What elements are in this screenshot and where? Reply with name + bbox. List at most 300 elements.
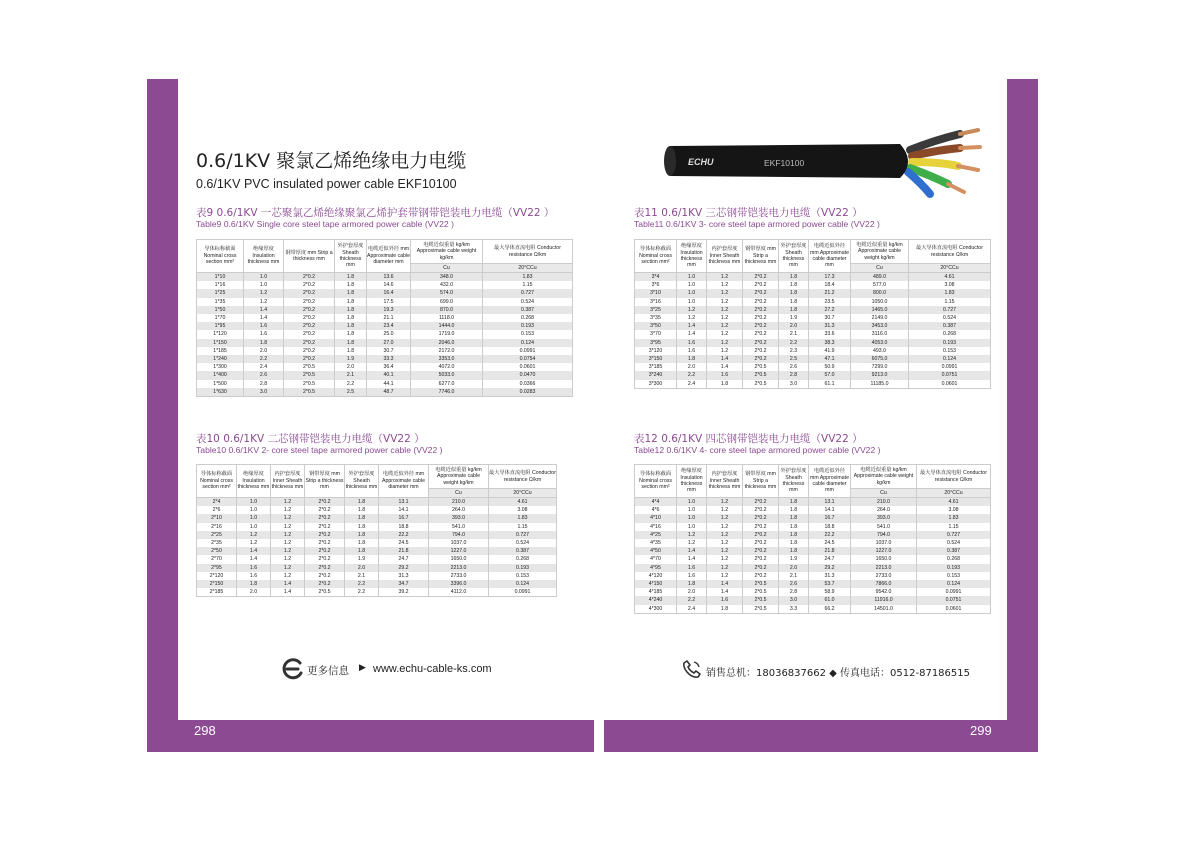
table11-cell: 1.2 <box>707 298 743 306</box>
table10-row <box>197 539 557 547</box>
table9-cell: 44.1 <box>367 380 411 388</box>
table10-row <box>197 547 557 555</box>
table10-cell: 1.2 <box>237 531 271 539</box>
table10-cell: 24.7 <box>379 555 429 563</box>
table9-cell: 1444.0 <box>411 322 483 330</box>
table12-header-0: 导体标称截面 Nominal cross section mm² <box>635 465 677 498</box>
table11-subheader-cu: Cu <box>851 264 909 273</box>
table9-header-0: 导体标称截面 Nominal cross section mm² <box>197 240 244 273</box>
table10-cell: 2*150 <box>197 580 237 588</box>
table11-cell: 2.5 <box>779 355 809 363</box>
table12-cell: 2*0.2 <box>743 498 779 507</box>
table12-cell: 1.0 <box>677 514 707 522</box>
table9-cell: 14.6 <box>367 281 411 289</box>
table11-cell: 3*240 <box>635 371 677 379</box>
table9-cell: 0.0991 <box>483 347 573 355</box>
table11-cell: 3*6 <box>635 281 677 289</box>
table11 <box>634 239 991 389</box>
table12-cell: 58.9 <box>809 588 851 596</box>
table11-cell: 1.83 <box>909 289 991 297</box>
table11-cell: 4053.0 <box>851 339 909 347</box>
table11-row <box>635 363 991 371</box>
table11-cell: 27.2 <box>809 306 851 314</box>
table11-cell: 0.193 <box>909 339 991 347</box>
table12-cell: 1227.0 <box>851 547 917 555</box>
table12-cell: 1.8 <box>779 506 809 514</box>
table9-cell: 1.8 <box>335 306 367 314</box>
table11-cell: 18.4 <box>809 281 851 289</box>
table11-row <box>635 314 991 322</box>
table12-cell: 4*4 <box>635 498 677 507</box>
table10-cell: 31.3 <box>379 572 429 580</box>
table11-cell: 3*50 <box>635 322 677 330</box>
table10-cell: 1.4 <box>271 580 305 588</box>
table10-row <box>197 523 557 531</box>
table9-cell: 2*0.5 <box>284 380 335 388</box>
table10-cell: 2*35 <box>197 539 237 547</box>
table9-cell: 17.5 <box>367 298 411 306</box>
table12-cell: 3.3 <box>779 605 809 614</box>
table9-cell: 2*0.2 <box>284 330 335 338</box>
table10-cell: 3.08 <box>489 506 557 514</box>
table12-cell: 1.8 <box>677 580 707 588</box>
table11-cell: 7299.0 <box>851 363 909 371</box>
table10-row <box>197 506 557 514</box>
more-info-label: 更多信息 <box>307 665 349 677</box>
table9-cell: 574.0 <box>411 289 483 297</box>
table11-cell: 2.2 <box>677 371 707 379</box>
table11-row <box>635 330 991 338</box>
table10-cell: 794.0 <box>429 531 489 539</box>
table9-cell: 30.7 <box>367 347 411 355</box>
table10-cell: 2*0.2 <box>305 572 345 580</box>
table11-cell: 1.2 <box>707 306 743 314</box>
table11-cell: 3*25 <box>635 306 677 314</box>
table12-cell: 0.387 <box>917 547 991 555</box>
table9-cell: 1.2 <box>244 289 284 297</box>
table9-cell: 0.0283 <box>483 388 573 397</box>
table9-cell: 2.0 <box>244 347 284 355</box>
table12-cell: 14501.0 <box>851 605 917 614</box>
table10-cell: 210.0 <box>429 498 489 507</box>
table9-row <box>197 322 573 330</box>
table12-cell: 2*0.2 <box>743 547 779 555</box>
table10-cell: 2*95 <box>197 564 237 572</box>
table9-cell: 870.0 <box>411 306 483 314</box>
table11-row <box>635 289 991 297</box>
table12-cell: 24.5 <box>809 539 851 547</box>
table12-cell: 2*0.2 <box>743 564 779 572</box>
table11-cell: 3*35 <box>635 314 677 322</box>
table9-row <box>197 273 573 282</box>
table11-cell: 1.4 <box>707 355 743 363</box>
table10-cell: 2*6 <box>197 506 237 514</box>
table9-cell: 2*0.2 <box>284 306 335 314</box>
table12-cell: 1.0 <box>677 523 707 531</box>
table9-cell: 1*500 <box>197 380 244 388</box>
table12-cell: 1.6 <box>707 596 743 604</box>
table12-cell: 2.2 <box>677 596 707 604</box>
table11-cell: 2*0.5 <box>743 363 779 371</box>
table9-cell: 1*50 <box>197 306 244 314</box>
table9-cell: 1*35 <box>197 298 244 306</box>
table9-cell: 1*185 <box>197 347 244 355</box>
table11-cell: 1.8 <box>779 298 809 306</box>
table9-header-4: 电缆近似外径 mm Approximate cable diameter mm <box>367 240 411 273</box>
table10-cell: 1.2 <box>271 531 305 539</box>
table11-cell: 2.1 <box>779 330 809 338</box>
table10-header-7: 最大导体直流电阻 Conductor resistance Ω/km <box>489 465 557 489</box>
table11-row <box>635 380 991 389</box>
table10-row <box>197 531 557 539</box>
table9-cell: 1.8 <box>335 273 367 282</box>
table12-cell: 4*150 <box>635 580 677 588</box>
table9-cell: 2*0.5 <box>284 388 335 397</box>
table10-cell: 0.193 <box>489 564 557 572</box>
table12-cell: 2.4 <box>677 605 707 614</box>
table12-cell: 53.7 <box>809 580 851 588</box>
table12-cell: 1.8 <box>707 605 743 614</box>
table12-cell: 9542.0 <box>851 588 917 596</box>
table11-cell: 2*0.2 <box>743 314 779 322</box>
table11-cell: 2*0.2 <box>743 306 779 314</box>
table12-cell: 1.2 <box>707 555 743 563</box>
table9-cell: 2*0.2 <box>284 322 335 330</box>
table11-cell: 2*0.2 <box>743 289 779 297</box>
table10-cell: 0.268 <box>489 555 557 563</box>
table12-cell: 13.1 <box>809 498 851 507</box>
table11-cell: 2*0.2 <box>743 330 779 338</box>
table10-cell: 2*120 <box>197 572 237 580</box>
table10-cell: 0.153 <box>489 572 557 580</box>
table9-cell: 348.0 <box>411 273 483 282</box>
table11-cell: 577.0 <box>851 281 909 289</box>
table9-cell: 1*16 <box>197 281 244 289</box>
table12-cell: 18.8 <box>809 523 851 531</box>
table11-cell: 2.6 <box>779 363 809 371</box>
table12-header-1: 绝缘厚度 Insulation thickness mm <box>677 465 707 498</box>
table9-cell: 0.193 <box>483 322 573 330</box>
table11-cell: 3*95 <box>635 339 677 347</box>
table11-cell: 1.6 <box>677 339 707 347</box>
table12-cell: 4*25 <box>635 531 677 539</box>
arrow-icon: ▶ <box>359 663 366 673</box>
table9-cell: 40.1 <box>367 371 411 379</box>
table12-cell: 2*0.2 <box>743 555 779 563</box>
table11-row <box>635 347 991 355</box>
table9-cell: 2*0.2 <box>284 355 335 363</box>
table11-cell: 1.4 <box>707 363 743 371</box>
table10-cell: 13.1 <box>379 498 429 507</box>
table10-cell: 2*50 <box>197 547 237 555</box>
table11-cell: 1.8 <box>779 281 809 289</box>
table10-cell: 1.0 <box>237 523 271 531</box>
table9-cell: 1.9 <box>335 355 367 363</box>
table9-cell: 0.124 <box>483 339 573 347</box>
phone-icon <box>682 659 702 679</box>
table11-cell: 1.8 <box>779 289 809 297</box>
table10-cell: 1.0 <box>237 498 271 507</box>
table12-cell: 31.3 <box>809 572 851 580</box>
table11-cell: 41.9 <box>809 347 851 355</box>
table11-cell: 50.9 <box>809 363 851 371</box>
table10-cell: 1.4 <box>237 547 271 555</box>
table12-row <box>635 506 991 514</box>
table12-cell: 1.2 <box>707 506 743 514</box>
table10-cell: 2*0.2 <box>305 564 345 572</box>
table11-cell: 2*0.2 <box>743 322 779 330</box>
table9-cell: 1.4 <box>244 306 284 314</box>
table10-cell: 2733.0 <box>429 572 489 580</box>
table10-cell: 1.6 <box>237 572 271 580</box>
table12-cell: 0.268 <box>917 555 991 563</box>
table10-cell: 2.0 <box>345 564 379 572</box>
table10-cell: 2*0.2 <box>305 531 345 539</box>
table9-cell: 0.0601 <box>483 363 573 371</box>
table9-subheader-temp: 20°CCu <box>483 264 573 273</box>
table10-header-1: 绝缘厚度 Insulation thickness mm <box>237 465 271 498</box>
table10-cell: 1.2 <box>271 539 305 547</box>
table12-cell: 2.0 <box>779 564 809 572</box>
table12-cell: 264.0 <box>851 506 917 514</box>
table9-cell: 2*0.2 <box>284 339 335 347</box>
table10-cell: 2.2 <box>345 588 379 597</box>
table11-cell: 61.1 <box>809 380 851 389</box>
table11-cell: 2*0.2 <box>743 355 779 363</box>
table9-cell: 1*25 <box>197 289 244 297</box>
table9-cell: 13.6 <box>367 273 411 282</box>
table10-cell: 2*0.2 <box>305 506 345 514</box>
table9-cell: 36.4 <box>367 363 411 371</box>
table10-cell: 1.9 <box>345 555 379 563</box>
table11-cell: 0.727 <box>909 306 991 314</box>
table12-row <box>635 547 991 555</box>
table11-cell: 1465.0 <box>851 306 909 314</box>
table9-cell: 2*0.2 <box>284 281 335 289</box>
table9-cell: 5033.0 <box>411 371 483 379</box>
table10-cell: 2*16 <box>197 523 237 531</box>
table12 <box>634 464 991 614</box>
table11-cell: 2*0.2 <box>743 298 779 306</box>
table10-cell: 0.727 <box>489 531 557 539</box>
table9-cell: 0.524 <box>483 298 573 306</box>
table11-row <box>635 371 991 379</box>
table12-cell: 2733.0 <box>851 572 917 580</box>
table12-cell: 4*95 <box>635 564 677 572</box>
table10-cell: 2*10 <box>197 514 237 522</box>
table12-cell: 2.6 <box>779 580 809 588</box>
table11-cell: 2*0.5 <box>743 371 779 379</box>
table11-cell: 2.0 <box>677 363 707 371</box>
table11-cell: 1.2 <box>707 330 743 338</box>
table10-cell: 29.2 <box>379 564 429 572</box>
table12-cell: 4*6 <box>635 506 677 514</box>
table12-row <box>635 531 991 539</box>
table10-row <box>197 514 557 522</box>
table12-cell: 210.0 <box>851 498 917 507</box>
table10-cell: 1.2 <box>237 539 271 547</box>
table11-cell: 0.153 <box>909 347 991 355</box>
table10-cell: 34.7 <box>379 580 429 588</box>
table10-cell: 16.7 <box>379 514 429 522</box>
table10-cell: 2*4 <box>197 498 237 507</box>
table10-cell: 2.1 <box>345 572 379 580</box>
table12-cell: 2*0.2 <box>743 539 779 547</box>
table9-cell: 7746.0 <box>411 388 483 397</box>
table9-row <box>197 355 573 363</box>
table10-header-6: 电缆近似重量 kg/km Approximate cable weight kg/km <box>429 465 489 489</box>
table10-cell: 14.1 <box>379 506 429 514</box>
table11-cell: 3*150 <box>635 355 677 363</box>
table10-row <box>197 555 557 563</box>
table10-cell: 4112.0 <box>429 588 489 597</box>
table9-cell: 1.8 <box>335 298 367 306</box>
table9-cell: 1*400 <box>197 371 244 379</box>
table11-cell: 1.8 <box>779 273 809 282</box>
page-title-en: 0.6/1KV PVC insulated power cable EKF10100 <box>196 177 457 191</box>
table12-cell: 24.7 <box>809 555 851 563</box>
table10-cell: 1.8 <box>345 506 379 514</box>
table12-cell: 1.15 <box>917 523 991 531</box>
table11-header-2: 内护套厚度 Inner Sheath thickness mm <box>707 240 743 273</box>
table12-cell: 4*240 <box>635 596 677 604</box>
table11-header-0: 导体标称截面 Nominal cross section mm² <box>635 240 677 273</box>
table12-cell: 4*70 <box>635 555 677 563</box>
table11-cell: 2.8 <box>779 371 809 379</box>
table12-cell: 4*50 <box>635 547 677 555</box>
table11-cell: 3453.0 <box>851 322 909 330</box>
table12-cell: 2*0.2 <box>743 531 779 539</box>
table10-cell: 2*0.5 <box>305 588 345 597</box>
table12-row <box>635 596 991 604</box>
table10-cell: 541.0 <box>429 523 489 531</box>
table10-caption-cn: 表10 0.6/1KV 二芯钢带铠装电力电缆（VV22 ） <box>196 433 425 445</box>
table11-cell: 0.524 <box>909 314 991 322</box>
table9-cell: 2.0 <box>335 363 367 371</box>
table10-subheader-temp: 20°CCu <box>489 489 557 498</box>
table12-cell: 21.8 <box>809 547 851 555</box>
table12-cell: 2.8 <box>779 588 809 596</box>
table11-cell: 1.2 <box>707 322 743 330</box>
table11-cell: 3116.0 <box>851 330 909 338</box>
table9-header-6: 最大导体直流电阻 Conductor resistance Ω/km <box>483 240 573 264</box>
table9-cell: 48.7 <box>367 388 411 397</box>
table9-row <box>197 371 573 379</box>
table12-cell: 1.83 <box>917 514 991 522</box>
table9-cell: 1.15 <box>483 281 573 289</box>
table10-cell: 1.8 <box>345 498 379 507</box>
table10-cell: 1650.0 <box>429 555 489 563</box>
table10-cell: 1.2 <box>271 523 305 531</box>
table9-cell: 1.8 <box>335 289 367 297</box>
table9-cell: 1*95 <box>197 322 244 330</box>
table9-cell: 2172.0 <box>411 347 483 355</box>
table12-cell: 0.193 <box>917 564 991 572</box>
table12-cell: 1.6 <box>677 572 707 580</box>
table11-cell: 1.9 <box>779 314 809 322</box>
table9-cell: 0.0470 <box>483 371 573 379</box>
table9-header-3: 外护套厚度 Sheath thickness mm <box>335 240 367 273</box>
table9-cell: 19.3 <box>367 306 411 314</box>
table10-cell: 1.6 <box>237 564 271 572</box>
table9-cell: 1.6 <box>244 322 284 330</box>
table12-cell: 1.2 <box>707 572 743 580</box>
table10-cell: 1.2 <box>271 506 305 514</box>
table10-cell: 1.2 <box>271 514 305 522</box>
table11-caption-en: Table11 0.6/1KV 3- core steel tape armored power cable (VV22 ) <box>634 219 880 229</box>
table11-cell: 3*120 <box>635 347 677 355</box>
table10-subheader-cu: Cu <box>429 489 489 498</box>
table12-cell: 0.0751 <box>917 596 991 604</box>
table11-row <box>635 273 991 282</box>
website-link[interactable]: www.echu-cable-ks.com <box>373 663 492 675</box>
table9-cell: 1.0 <box>244 281 284 289</box>
table9-cell: 1*70 <box>197 314 244 322</box>
table12-cell: 1.2 <box>707 564 743 572</box>
table11-cell: 2*0.2 <box>743 339 779 347</box>
table10-header-3: 钢带厚度 mm Strip a thickness mm <box>305 465 345 498</box>
table10-cell: 1.2 <box>271 547 305 555</box>
table10-cell: 2.2 <box>345 580 379 588</box>
table9-cell: 21.1 <box>367 314 411 322</box>
table9-cell: 1*150 <box>197 339 244 347</box>
table9-row <box>197 281 573 289</box>
table10-cell: 1227.0 <box>429 547 489 555</box>
table12-cell: 2*0.2 <box>743 514 779 522</box>
table12-cell: 794.0 <box>851 531 917 539</box>
table9-cell: 2*0.2 <box>284 298 335 306</box>
table9-caption-cn: 表9 0.6/1KV 一芯聚氯乙烯绝缘聚氯乙烯护套带钢带铠装电力电缆（VV22 ） <box>196 207 555 219</box>
table11-cell: 1.2 <box>707 314 743 322</box>
table11-cell: 3*16 <box>635 298 677 306</box>
contact-phone-fax: 销售总机：18036837662 ◆ 传真电话：0512-87186515 <box>706 668 970 679</box>
table12-cell: 2213.0 <box>851 564 917 572</box>
table9-cell: 1*630 <box>197 388 244 397</box>
table10-cell: 1.2 <box>271 555 305 563</box>
table9-cell: 3353.0 <box>411 355 483 363</box>
table9-header-1: 绝缘厚度 Insulation thickness mm <box>244 240 284 273</box>
table12-header-6: 电缆近似重量 kg/km Approximate cable weight kg/km <box>851 465 917 489</box>
table12-cell: 1.8 <box>779 539 809 547</box>
table9-cell: 0.0754 <box>483 355 573 363</box>
table10-cell: 2.0 <box>237 588 271 597</box>
table12-cell: 1.8 <box>779 498 809 507</box>
table10-cell: 1037.0 <box>429 539 489 547</box>
table12-cell: 0.727 <box>917 531 991 539</box>
table10-row <box>197 564 557 572</box>
table9-cell: 1.4 <box>244 314 284 322</box>
table9-cell: 1.8 <box>335 347 367 355</box>
table11-cell: 1.0 <box>677 281 707 289</box>
table11-cell: 2.3 <box>779 347 809 355</box>
table9-cell: 2*0.5 <box>284 371 335 379</box>
table12-row <box>635 605 991 614</box>
table11-cell: 1.4 <box>677 330 707 338</box>
table12-caption-cn: 表12 0.6/1KV 四芯钢带铠装电力电缆（VV22 ） <box>634 433 863 445</box>
table12-cell: 1.6 <box>677 564 707 572</box>
table12-cell: 66.2 <box>809 605 851 614</box>
table11-cell: 3.0 <box>779 380 809 389</box>
table11-cell: 1.8 <box>707 380 743 389</box>
table11-cell: 489.0 <box>851 273 909 282</box>
table10-cell: 2213.0 <box>429 564 489 572</box>
table9-cell: 2*0.2 <box>284 314 335 322</box>
table11-cell: 2.4 <box>677 380 707 389</box>
table9-row <box>197 330 573 338</box>
table9-cell: 0.153 <box>483 330 573 338</box>
table9 <box>196 239 573 397</box>
table9-cell: 1*300 <box>197 363 244 371</box>
